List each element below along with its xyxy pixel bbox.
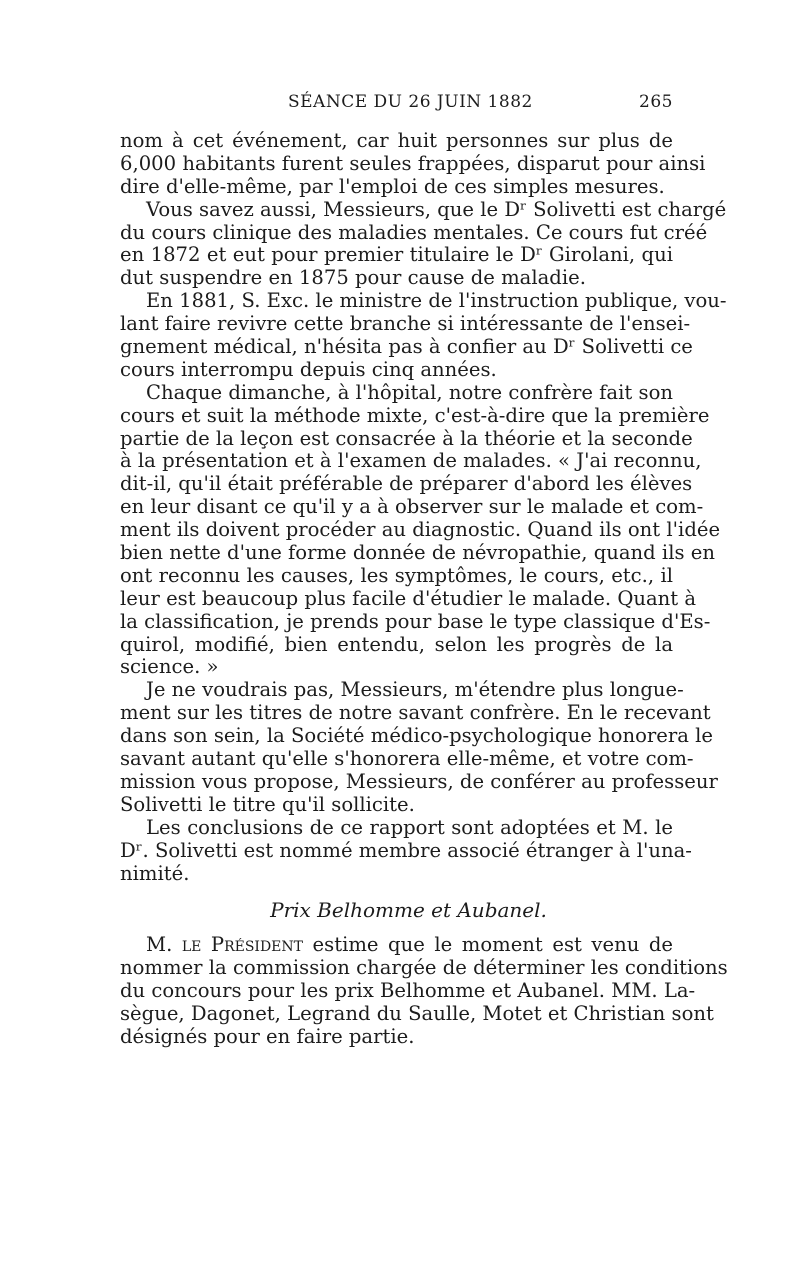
text-line: nom à cet événement, car huit personnes sur plus de [120,129,673,152]
page-number: 265 [639,92,673,112]
paragraph [120,678,718,816]
text-line: dire d'elle-même, par l'emploi de ces simples mesures. [120,174,665,198]
text-line: à la présentation et à l'examen de malades. « J'ai reconnu, [120,449,702,473]
text-line: bien nette d'une forme donnée de névropathie, quand ils en [120,541,715,565]
paragraph [120,933,728,1048]
paragraph [120,815,692,886]
text-line: Vous savez aussi, Messieurs, que le Dʳ Solivetti est chargé [146,197,727,221]
text-line: nimité. [120,861,190,885]
text-line: la classification, je prends pour base le type classique d'Es- [120,609,711,633]
text-line: leur est beaucoup plus facile d'étudier le malade. Quant à [120,586,697,610]
running-head [120,92,673,122]
text-line: En 1881, S. Exc. le ministre de l'instruction publique, vou- [146,289,727,313]
text-line-rest: estime que le moment est venu de [303,933,673,957]
text-line: Je ne voudrais pas, Messieurs, m'étendre plus longue- [146,678,684,702]
paragraph [120,129,706,199]
text-line: science. » [120,655,219,679]
text-line: du cours clinique des maladies mentales. Ce cours fut créé [120,220,708,244]
text-line [120,934,673,957]
body-text [120,129,728,1049]
text-line: nommer la commission chargée de déterminer les conditions [120,956,728,980]
text-line: Solivetti le titre qu'il sollicite. [120,792,415,816]
paragraph [120,380,721,680]
text-line: dut suspendre en 1875 pour cause de maladie. [120,266,586,290]
text-line: désignés pour en faire partie. [120,1024,415,1048]
text-line: Les conclusions de ce rapport sont adoptées et M. le [146,815,673,839]
text-line: Dʳ. Solivetti est nommé membre associé étranger à l'una- [120,838,692,862]
text-line: mission vous propose, Messieurs, de conférer au professeur [120,769,718,793]
text-line: en 1872 et eut pour premier titulaire le Dʳ Girolani, qui [120,243,673,267]
text-line: cours interrompu depuis cinq années. [120,357,497,381]
text-line: du concours pour les prix Belhomme et Aubanel. MM. La- [120,979,696,1003]
speaker-name: M. le Président [146,933,303,957]
paragraph [120,289,727,382]
text-line: dans son sein, la Société médico-psychologique honorera le [120,724,713,748]
text-line: partie de la leçon est consacrée à la théorie et la seconde [120,426,693,450]
text-line: 6,000 habitants furent seules frappées, disparut pour ainsi [120,151,706,175]
text-line: ment sur les titres de notre savant confrère. En le recevant [120,701,711,725]
text-line: Chaque dimanche, à l'hôpital, notre confrère fait son [146,380,673,404]
text-line: savant autant qu'elle s'honorera elle-même, et votre com- [120,747,694,771]
text-line: sègue, Dagonet, Legrand du Saulle, Motet et Christian sont [120,1001,714,1025]
section-heading: Prix Belhomme et Aubanel. [270,898,547,923]
text-line: lant faire revivre cette branche si intéressante de l'ensei- [120,312,691,336]
text-line: en leur disant ce qu'il y a à observer sur le malade et com- [120,495,704,519]
book-page [120,92,728,1049]
running-title: SÉANCE DU 26 JUIN 1882 [288,92,533,112]
text-line: cours et suit la méthode mixte, c'est-à-dire que la première [120,403,710,427]
text-line: ment ils doivent procéder au diagnostic. Quand ils ont l'idée [120,518,721,542]
text-line: dit-il, qu'il était préférable de préparer d'abord les élèves [120,472,693,496]
paragraph [120,197,727,291]
text-line: quirol, modifié, bien entendu, selon les progrès de la [120,632,673,656]
text-line: gnement médical, n'hésita pas à confier au Dʳ Solivetti ce [120,335,693,359]
text-line: ont reconnu les causes, les symptômes, le cours, etc., il [120,563,673,587]
